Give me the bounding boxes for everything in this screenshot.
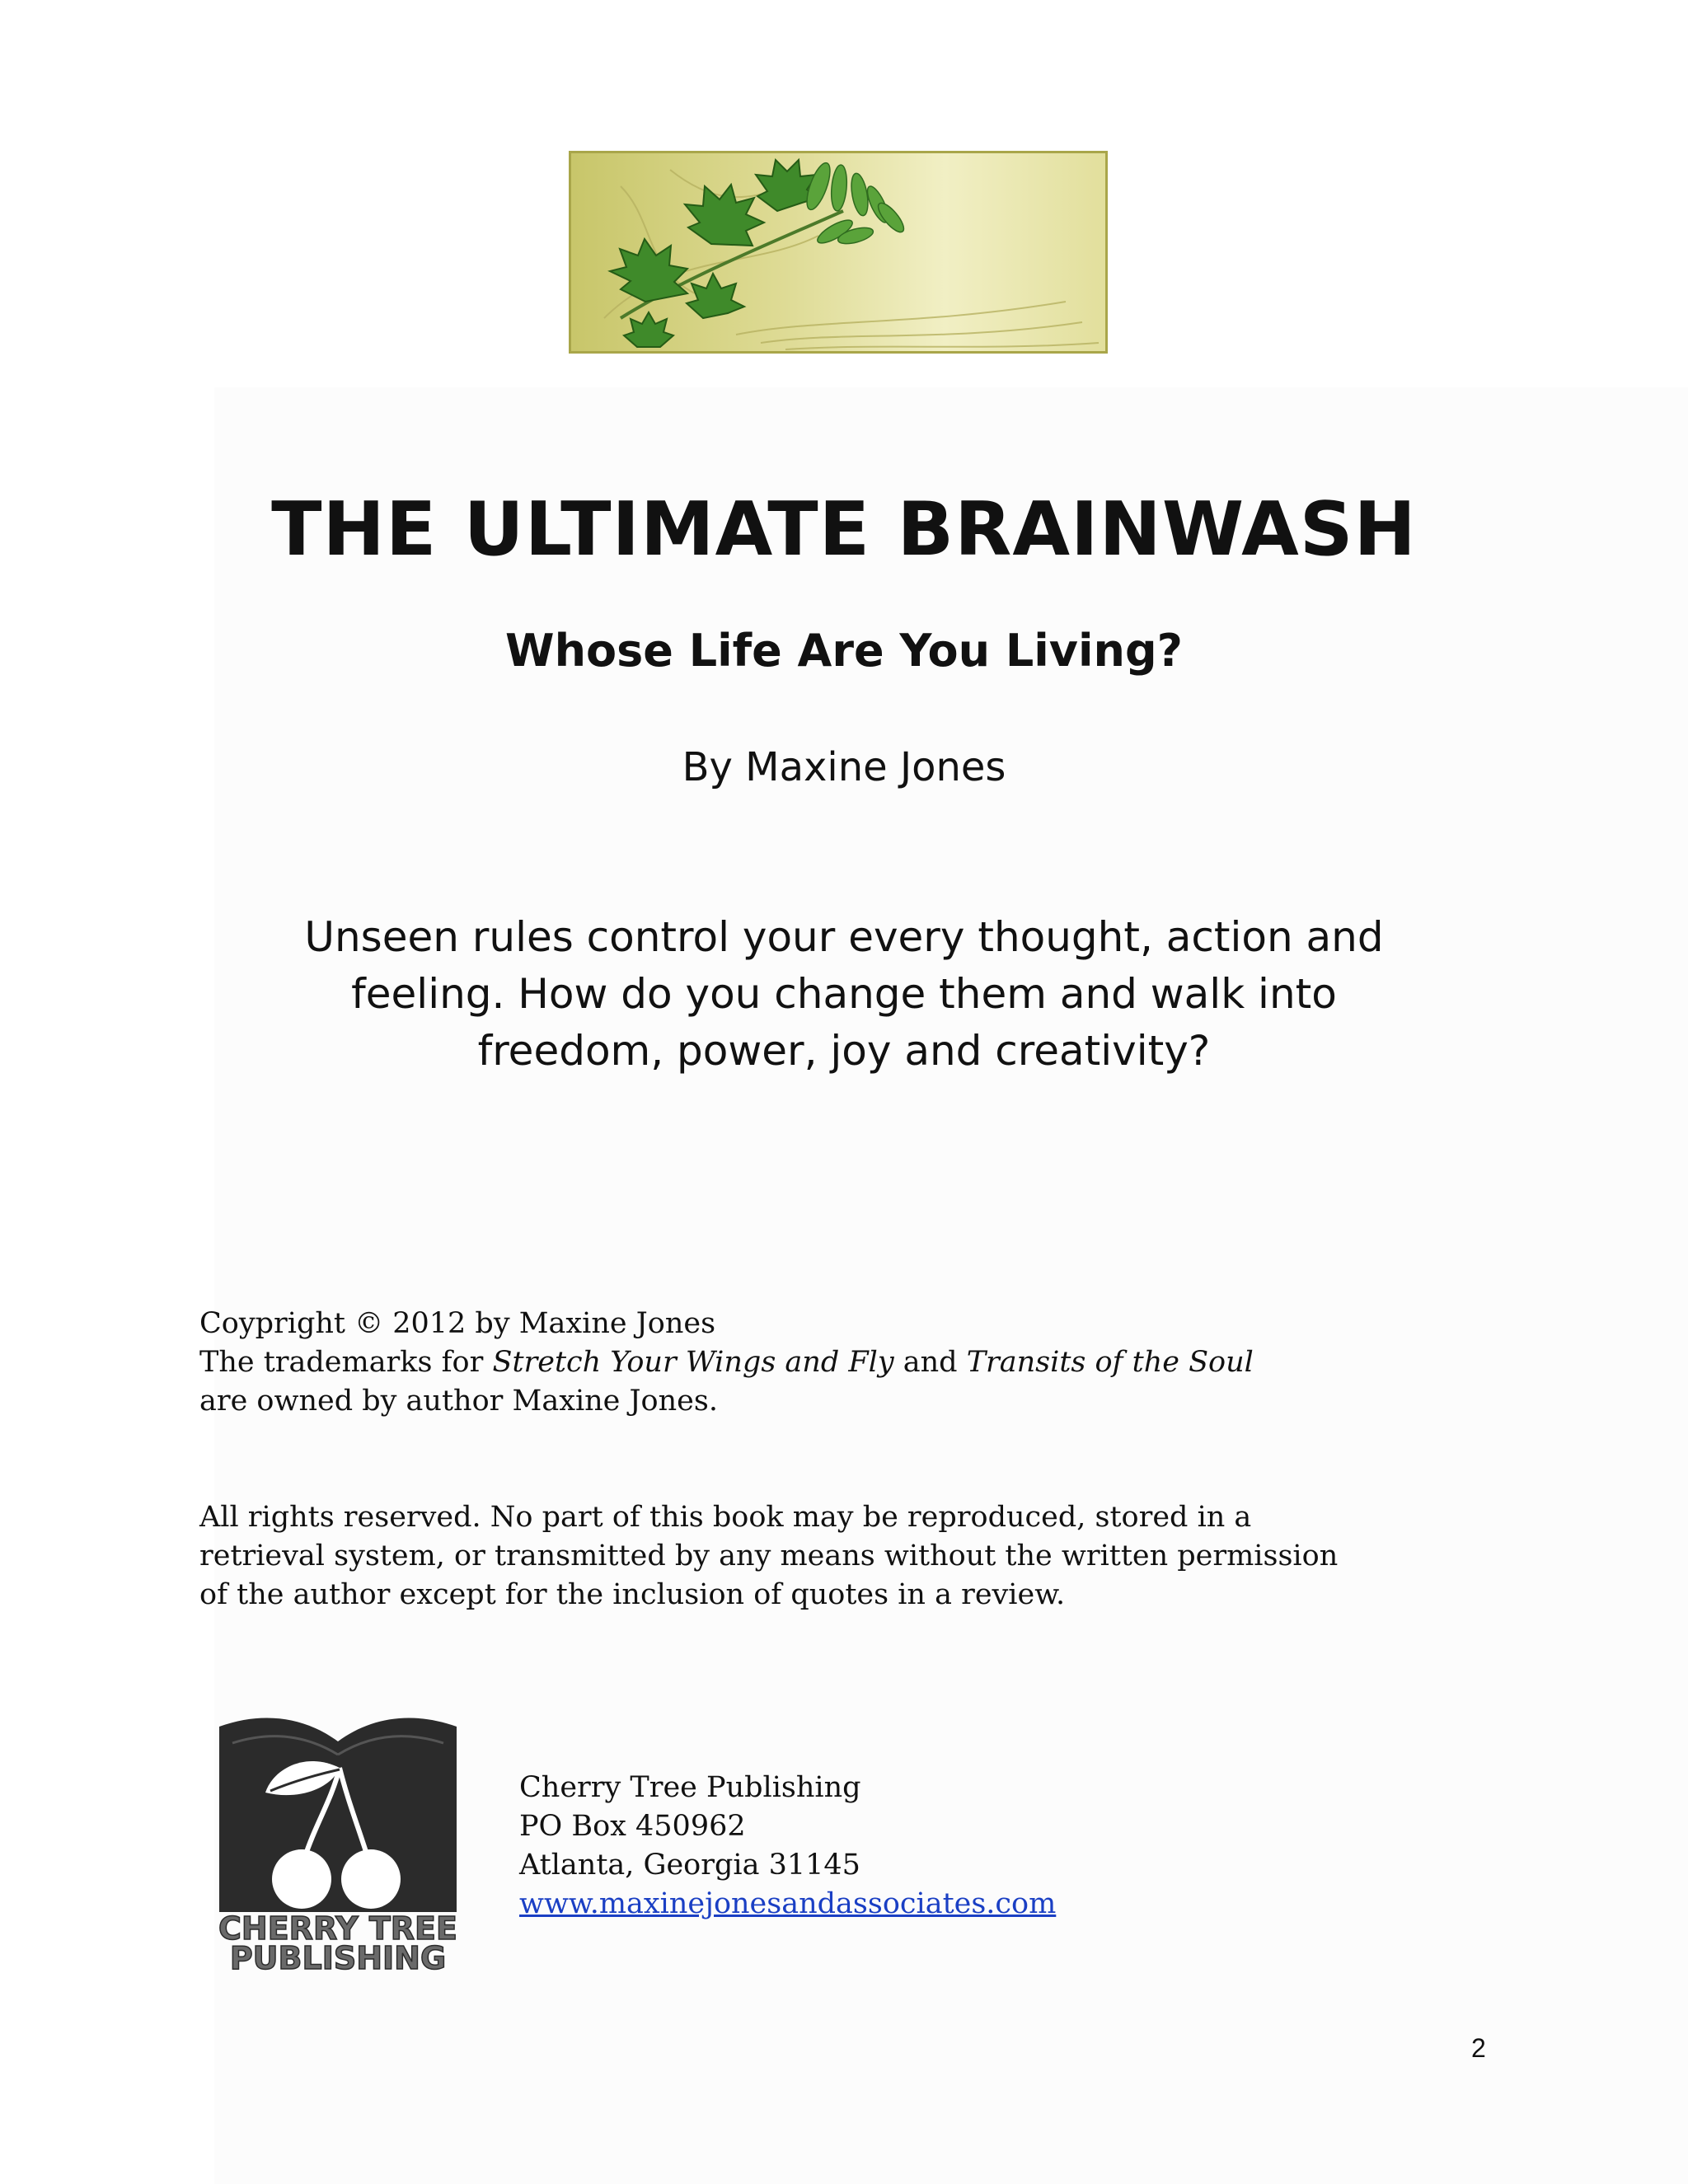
- cherry-tree-publishing-logo: [216, 1710, 463, 1974]
- book-title: THE ULTIMATE BRAINWASH: [271, 486, 1417, 573]
- trademark-line: [199, 1343, 1436, 1382]
- book-tagline: Unseen rules control your every thought, action and feeling. How do you change them and walk into freedom, power, joy and creativity?: [304, 913, 1384, 1075]
- leaf-branch-icon: [571, 153, 1108, 354]
- publisher-po-box: PO Box 450962: [519, 1810, 746, 1843]
- leaf-banner-image: [569, 151, 1108, 354]
- publisher-website-link[interactable]: www.maxinejonesandassociates.com: [519, 1887, 1057, 1920]
- trademark-title-1: Stretch Your Wings and Fly: [492, 1346, 894, 1379]
- logo-text-line-2: PUBLISHING: [229, 1940, 447, 1974]
- publisher-name: Cherry Tree Publishing: [519, 1771, 861, 1804]
- page-number: 2: [1471, 2033, 1486, 2063]
- book-subtitle: Whose Life Are You Living?: [505, 625, 1183, 677]
- publisher-city: Atlanta, Georgia 31145: [519, 1849, 860, 1882]
- trademark-title-2: Transits of the Soul: [966, 1346, 1254, 1379]
- logo-text-line-1: CHERRY TREE: [218, 1910, 457, 1947]
- cherry-book-icon: [216, 1710, 463, 1974]
- author-byline: By Maxine Jones: [682, 744, 1006, 790]
- rights-reserved-text: All rights reserved. No part of this book may be reproduced, stored in a retrieval system, or transmitted by any means without the written permission of the author except for the inclusion of quotes in a review.: [199, 1501, 1339, 1611]
- trademark-prefix: The trademarks for: [199, 1346, 493, 1379]
- trademark-and: and: [893, 1346, 967, 1379]
- copyright-block: [199, 1305, 1436, 1421]
- ownership-line: are owned by author Maxine Jones.: [199, 1385, 718, 1418]
- publisher-address: [519, 1769, 1056, 1924]
- copyright-line: Coypright © 2012 by Maxine Jones: [199, 1307, 716, 1340]
